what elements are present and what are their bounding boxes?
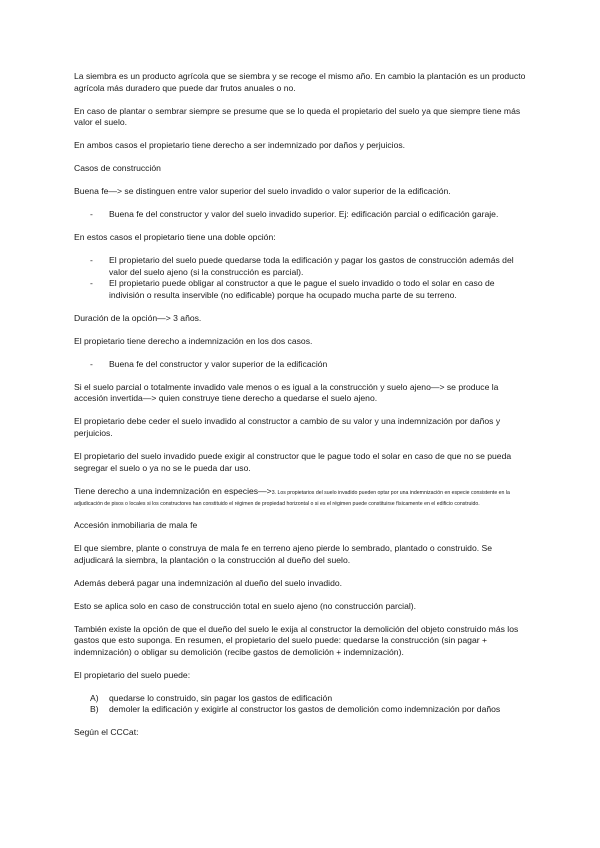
list-item-text: demoler la edificación y exigirle al constructor los gastos de demolición como indemnización por daños xyxy=(109,704,501,715)
paragraph: También existe la opción de que el dueño del suelo le exija al constructor la demolición del objeto construido más los gastos que esto suponga. En resumen, el propietario del suelo puede: quedarse la construcción (sin pagar + indemnización) o obligar su demolición (recibe gastos de demolición + indemnización). xyxy=(74,623,519,657)
paragraph: El que siembre, plante o construya de mala fe en terreno ajeno pierde lo sembrado, plantado o construido. Se adjudicará la siembra, la plantación o la construcción al dueño del suelo. xyxy=(74,543,493,565)
list-item-text: Buena fe del constructor y valor superior de la edificación xyxy=(109,358,328,369)
paragraph: Además deberá pagar una indemnización al dueño del suelo invadido. xyxy=(74,577,343,588)
lettered-list xyxy=(74,693,530,716)
paragraph: El propietario del suelo puede: xyxy=(74,669,191,680)
footnote-text: 3. Los propietarios del suelo invadido pueden optar por una indemnización en especie consistente en la adjudicación de pisos o locales si los constructores han constituido el régimen de propiedad horizontal o si es el régimen puede constituirse físicamente en el edificio construido. xyxy=(74,489,510,508)
list-item-text: Buena fe del constructor y valor del suelo invadido superior. Ej: edificación parcial o edificación garaje. xyxy=(109,209,499,220)
section-heading: Accesión inmobiliaria de mala fe xyxy=(74,520,198,531)
paragraph: El propietario debe ceder el suelo invadido al constructor a cambio de su valor y una indemnización por daños y perjuicios. xyxy=(74,416,501,438)
bullet-list xyxy=(74,209,530,221)
paragraph: El propietario tiene derecho a indemnización en los dos casos. xyxy=(74,335,313,346)
paragraph: Duración de la opción—> 3 años. xyxy=(74,312,202,323)
paragraph: Si el suelo parcial o totalmente invadido vale menos o es igual a la construcción y suelo ajeno—> se produce la accesión invertida—> quien construye tiene derecho a quedarse el suelo ajeno. xyxy=(74,381,499,404)
section-heading: Casos de construcción xyxy=(74,163,161,174)
list-item xyxy=(74,255,530,278)
paragraph-with-footnote xyxy=(74,486,530,509)
paragraph: El propietario del suelo invadido puede exigir al constructor que le pague todo el solar en caso de que no se pueda segregar el suelo o ya no se le pueda dar uso. xyxy=(74,450,512,473)
list-item-text: El propietario del suelo puede quedarse toda la edificación y pagar los gastos de construcción además del valor del suelo ajeno (si la construcción es parcial). xyxy=(109,255,514,277)
list-item-text: El propietario puede obligar al constructor a que le pague el suelo invadido o todo el solar en caso de indivisión o resulta inservible (no edificable) porque ha ocupado mucha parte de su terreno. xyxy=(109,278,495,300)
paragraph: En caso de plantar o sembrar siempre se presume que se lo queda el propietario del suelo ya que siempre tiene más valor el suelo. xyxy=(74,105,521,128)
paragraph: Según el CCCat: xyxy=(74,727,139,738)
paragraph: En ambos casos el propietario tiene derecho a ser indemnizado por daños y perjuicios. xyxy=(74,140,406,151)
paragraph: En estos casos el propietario tiene una doble opción: xyxy=(74,232,276,243)
bullet-marker: - xyxy=(90,358,93,369)
paragraph: La siembra es un producto agrícola que se siembra y se recoge el mismo año. En cambio la plantación es un producto agrícola más duradero que puede dar frutos anuales o no. xyxy=(74,71,526,93)
bullet-marker: - xyxy=(90,255,93,266)
bullet-marker: - xyxy=(90,209,93,220)
paragraph: Esto se aplica solo en caso de construcción total en suelo ajeno (no construcción parcial). xyxy=(74,600,417,611)
paragraph: Buena fe—> se distinguen entre valor superior del suelo invadido o valor superior de la edificación. xyxy=(74,186,451,197)
list-marker: B) xyxy=(90,704,99,715)
list-marker: A) xyxy=(90,692,99,703)
list-item xyxy=(74,359,530,371)
list-item xyxy=(74,209,530,221)
list-item xyxy=(74,693,530,705)
list-item xyxy=(74,704,530,716)
paragraph-text: Tiene derecho a una indemnización en especies—> xyxy=(74,485,272,496)
bullet-marker: - xyxy=(90,278,93,289)
list-item xyxy=(74,278,530,301)
document-body xyxy=(74,71,530,750)
list-item-text: quedarse lo construido, sin pagar los gastos de edificación xyxy=(109,692,333,703)
bullet-list xyxy=(74,255,530,301)
bullet-list xyxy=(74,359,530,371)
